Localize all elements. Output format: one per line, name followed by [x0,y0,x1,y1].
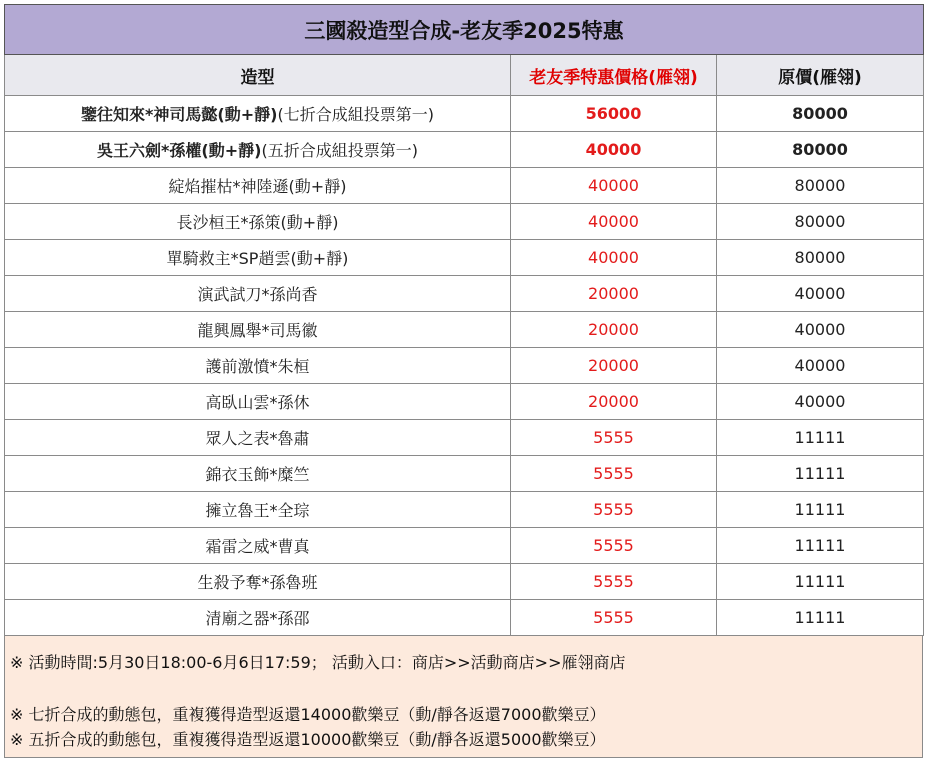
table-row [5,96,924,132]
skin-name: 綻焰摧枯*神陸遜(動+靜) [168,177,347,196]
table-row [5,276,924,312]
promo-price-sheet [4,4,923,758]
table-row [5,384,924,420]
promo-price-cell: 56000 [511,96,717,132]
original-price-cell: 80000 [717,240,924,276]
original-price-cell: 40000 [717,348,924,384]
skin-cell [5,204,511,240]
promo-price-cell: 20000 [511,384,717,420]
skin-cell [5,240,511,276]
original-price-cell: 40000 [717,384,924,420]
skin-name: 清廟之器*孫邵 [205,609,310,628]
note-seventy-percent: ※ 七折合成的動態包，重複獲得造型返還14000歡樂豆（動/靜各返還7000歡樂豆） [10,705,606,724]
skin-name: 高臥山雲*孫休 [205,393,310,412]
table-row [5,348,924,384]
original-price-cell: 80000 [717,96,924,132]
skin-name: 演武試刀*孫尚香 [197,285,318,304]
skin-cell [5,420,511,456]
note-activity-time: ※ 活動時間:5月30日18:00-6月6日17:59； 活動入口：商店>>活動商店>>雁翎商店 [10,653,626,672]
original-price-cell: 11111 [717,456,924,492]
skin-name: 龍興鳳舉*司馬徽 [197,321,318,340]
skin-cell [5,168,511,204]
table-row [5,528,924,564]
original-price-cell: 80000 [717,168,924,204]
skin-name: 生殺予奪*孫魯班 [197,573,318,592]
header-original-price: 原價(雁翎) [717,55,924,96]
original-price-cell: 11111 [717,492,924,528]
skin-cell [5,384,511,420]
table-body [5,96,924,636]
original-price-cell: 40000 [717,276,924,312]
skin-cell [5,348,511,384]
skin-name: 擁立魯王*全琮 [205,501,310,520]
table-row [5,132,924,168]
note-spacer [10,675,922,702]
skin-cell [5,312,511,348]
skin-name: 吳王六劍*孫權(動+靜) [97,141,262,160]
skin-name: 鑒往知來*神司馬懿(動+靜) [81,105,278,124]
promo-price-cell: 20000 [511,312,717,348]
promo-price-cell: 40000 [511,204,717,240]
skin-cell [5,492,511,528]
promo-price-cell: 40000 [511,240,717,276]
original-price-cell: 40000 [717,312,924,348]
notes-panel [4,636,923,758]
promo-price-cell: 40000 [511,132,717,168]
table-row [5,564,924,600]
table-row [5,204,924,240]
header-skin: 造型 [5,55,511,96]
header-promo-price: 老友季特惠價格(雁翎) [511,55,717,96]
note-fifty-percent: ※ 五折合成的動態包，重複獲得造型返還10000歡樂豆（動/靜各返還5000歡樂豆） [10,730,606,749]
price-table [4,4,924,636]
skin-note: (七折合成組投票第一) [277,105,434,124]
promo-price-cell: 5555 [511,564,717,600]
original-price-cell: 80000 [717,132,924,168]
promo-price-cell: 40000 [511,168,717,204]
skin-cell [5,96,511,132]
skin-cell [5,456,511,492]
skin-cell [5,132,511,168]
skin-note: (五折合成組投票第一) [261,141,418,160]
skin-cell [5,528,511,564]
promo-price-cell: 5555 [511,600,717,636]
promo-price-cell: 20000 [511,348,717,384]
table-row [5,312,924,348]
table-row [5,168,924,204]
table-row [5,240,924,276]
original-price-cell: 11111 [717,600,924,636]
title-row [5,5,924,55]
skin-name: 霜雷之威*曹真 [205,537,310,556]
header-row [5,55,924,96]
skin-cell [5,564,511,600]
table-row [5,456,924,492]
skin-cell [5,600,511,636]
original-price-cell: 11111 [717,420,924,456]
promo-price-cell: 5555 [511,456,717,492]
skin-name: 單騎救主*SP趙雲(動+靜) [166,249,349,268]
original-price-cell: 11111 [717,528,924,564]
original-price-cell: 11111 [717,564,924,600]
skin-cell [5,276,511,312]
promo-price-cell: 5555 [511,492,717,528]
original-price-cell: 80000 [717,204,924,240]
table-row [5,420,924,456]
table-row [5,492,924,528]
skin-name: 長沙桓王*孫策(動+靜) [176,213,339,232]
sheet-title: 三國殺造型合成-老友季2025特惠 [5,5,924,55]
skin-name: 護前激憤*朱桓 [205,357,310,376]
promo-price-cell: 20000 [511,276,717,312]
promo-price-cell: 5555 [511,420,717,456]
skin-name: 錦衣玉飾*糜竺 [205,465,310,484]
table-row [5,600,924,636]
promo-price-cell: 5555 [511,528,717,564]
skin-name: 眾人之表*魯肅 [205,429,310,448]
